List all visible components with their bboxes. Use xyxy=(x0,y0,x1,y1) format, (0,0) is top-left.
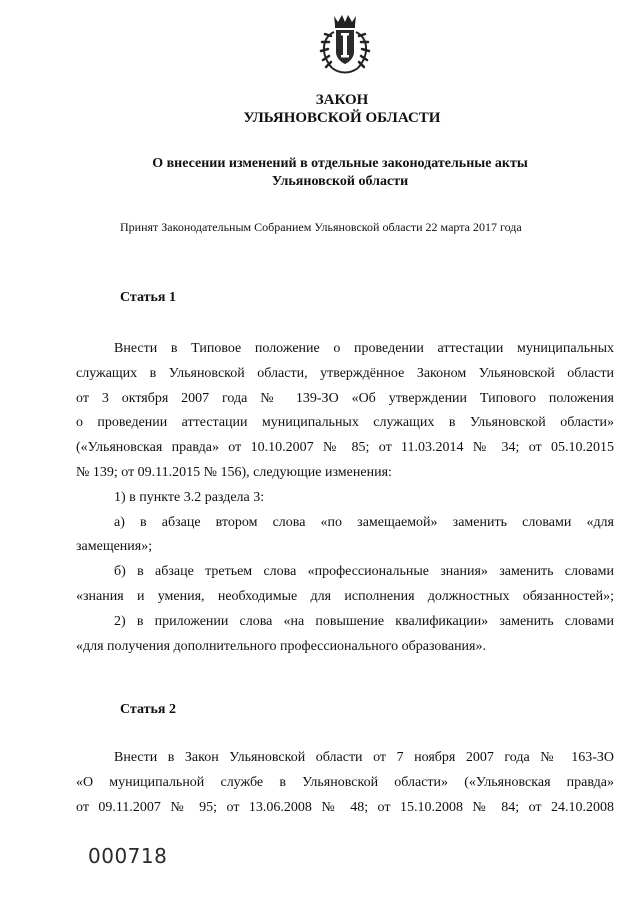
law-subject-line2: Ульяновской области xyxy=(271,174,409,189)
adoption-note: Принят Законодательным Собранием Ульяновской области 22 марта 2017 года xyxy=(120,220,522,234)
law-subject-line1: О внесении изменений в отдельные законодательные акты xyxy=(152,156,528,171)
paragraph-line: Внести в Закон Ульяновской области от 7 ноября 2007 года № 163-ЗО xyxy=(114,750,614,765)
article-1-body xyxy=(76,337,614,659)
paragraph-line: от 3 октября 2007 года № 139-ЗО «Об утверждении Типового положения xyxy=(76,390,614,406)
ulyanovsk-coat-of-arms-icon xyxy=(312,12,378,78)
paragraph-line: служащих в Ульяновской области, утверждённое Законом Ульяновской области xyxy=(76,365,614,381)
paragraph-line: «знания и умения, необходимые для исполнения должностных обязанностей»; xyxy=(76,588,614,604)
paragraph-line: от 09.11.2007 № 95; от 13.06.2008 № 48; от 15.10.2008 № 84; от 24.10.2008 xyxy=(76,799,614,815)
list-item: а) в абзаце втором слова «по замещаемой» заменить словами «для xyxy=(114,514,614,530)
article-2-heading: Статья 2 xyxy=(120,702,176,717)
list-item: 1) в пункте 3.2 раздела 3: xyxy=(114,489,265,505)
document-number: 000718 xyxy=(88,844,168,868)
paragraph-line: Внести в Типовое положение о проведении аттестации муниципальных xyxy=(114,341,614,356)
paragraph-line: замещения»; xyxy=(76,539,153,555)
list-item: б) в абзаце третьем слова «профессиональные знания» заменить словами xyxy=(114,564,614,580)
paragraph-line: («Ульяновская правда» от 10.10.2007 № 85; от 11.03.2014 № 34; от 05.10.2015 xyxy=(76,440,614,456)
paragraph-line: «О муниципальной службе в Ульяновской области» («Ульяновская правда» xyxy=(76,774,614,790)
paragraph-line: о проведении аттестации муниципальных служащих в Ульяновской области» xyxy=(76,415,614,431)
law-region: УЛЬЯНОВСКОЙ ОБЛАСТИ xyxy=(243,110,441,126)
article-2-body xyxy=(76,746,614,820)
paragraph-line: № 139; от 09.11.2015 № 156), следующие изменения: xyxy=(76,464,392,480)
law-title: ЗАКОН xyxy=(315,92,369,108)
list-item: 2) в приложении слова «на повышение квалификации» заменить словами xyxy=(114,613,614,629)
article-1-heading: Статья 1 xyxy=(120,290,176,305)
paragraph-line: «для получения дополнительного профессионального образования». xyxy=(76,638,486,654)
